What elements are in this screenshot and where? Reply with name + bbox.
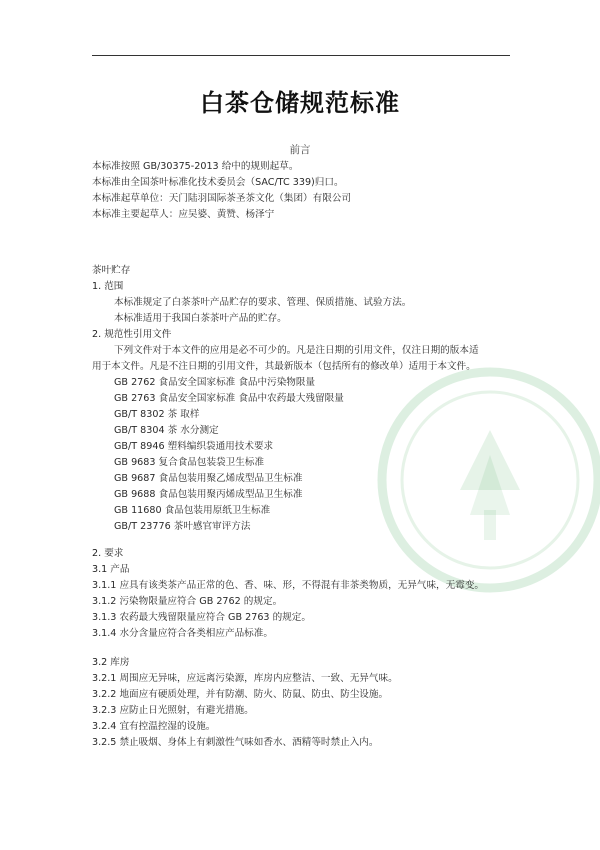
subsection-heading-product: 3.1 产品 [92,564,130,575]
normative-intro: 用于本文件。凡是不注日期的引用文件，其最新版本（包括所有的修改单）适用于本文件。 [92,361,476,372]
requirement-item: 3.1.3 农药最大残留限量应符合 GB 2763 的规定。 [92,612,311,623]
requirement-item: 3.2.3 应防止日光照射，有避光措施。 [92,705,254,716]
requirement-item: 3.2.4 宜有控温控湿的设施。 [92,721,216,732]
subsection-heading-warehouse: 3.2 库房 [92,657,130,668]
requirement-item: 3.2.2 地面应有硬质处理，并有防潮、防火、防鼠、防虫、防尘设施。 [92,689,389,700]
normative-intro: 下列文件对于本文件的应用是必不可少的。凡是注日期的引用文件，仅注日期的版本适 [114,345,479,356]
foreword-line: 本标准按照 GB/30375-2013 给中的规则起草。 [92,161,299,172]
requirement-item: 3.2.1 周围应无异味，应远离污染源，库房内应整洁、一致、无异气味。 [92,673,398,684]
foreword-line: 本标准起草单位：天门陆羽国际茶圣茶文化（集团）有限公司 [92,193,352,204]
requirement-item: 3.2.5 禁止吸烟、身体上有刺激性气味如香水、酒精等时禁止入内。 [92,737,379,748]
reference-item: GB 9687 食品包装用聚乙烯成型品卫生标准 [114,473,303,484]
seal-watermark [370,360,600,600]
reference-item: GB 2763 食品安全国家标准 食品中农药最大残留限量 [114,393,344,404]
reference-item: GB 9688 食品包装用聚丙烯成型品卫生标准 [114,489,303,500]
requirement-item: 3.1.4 水分含量应符合各类相应产品标准。 [92,628,273,639]
reference-item: GB 11680 食品包装用原纸卫生标准 [114,505,271,516]
requirement-item: 3.1.2 污染物限量应符合 GB 2762 的规定。 [92,596,283,607]
section-heading-scope: 1. 范围 [92,281,124,292]
foreword-heading: 前言 [289,144,311,156]
document-title: 白茶仓储规范标准 [200,89,400,117]
foreword-line: 本标准由全国茶叶标准化技术委员会（SAC/TC 339)归口。 [92,177,344,188]
section-heading-storage: 茶叶贮存 [92,265,131,276]
scope-line: 本标准适用于我国白茶茶叶产品的贮存。 [114,313,287,324]
reference-item: GB/T 8946 塑料编织袋通用技术要求 [114,441,274,452]
reference-item: GB 9683 复合食品包装袋卫生标准 [114,457,265,468]
foreword-line: 本标准主要起草人：应吴婆、黄赞、杨泽宁 [92,209,275,220]
section-heading-normative: 2. 规范性引用文件 [92,329,172,340]
scope-line: 本标准规定了白茶茶叶产品贮存的要求、管理、保质措施、试验方法。 [114,297,412,308]
reference-item: GB/T 8304 茶 水分测定 [114,425,219,436]
reference-item: GB 2762 食品安全国家标准 食品中污染物限量 [114,377,316,388]
section-heading-requirements: 2. 要求 [92,548,124,559]
reference-item: GB/T 23776 茶叶感官审评方法 [114,521,251,532]
reference-item: GB/T 8302 茶 取样 [114,409,200,420]
top-rule [92,55,510,56]
requirement-item: 3.1.1 应具有该类茶产品正常的色、香、味、形，不得混有非茶类物质，无异气味，无霉变。 [92,580,485,591]
